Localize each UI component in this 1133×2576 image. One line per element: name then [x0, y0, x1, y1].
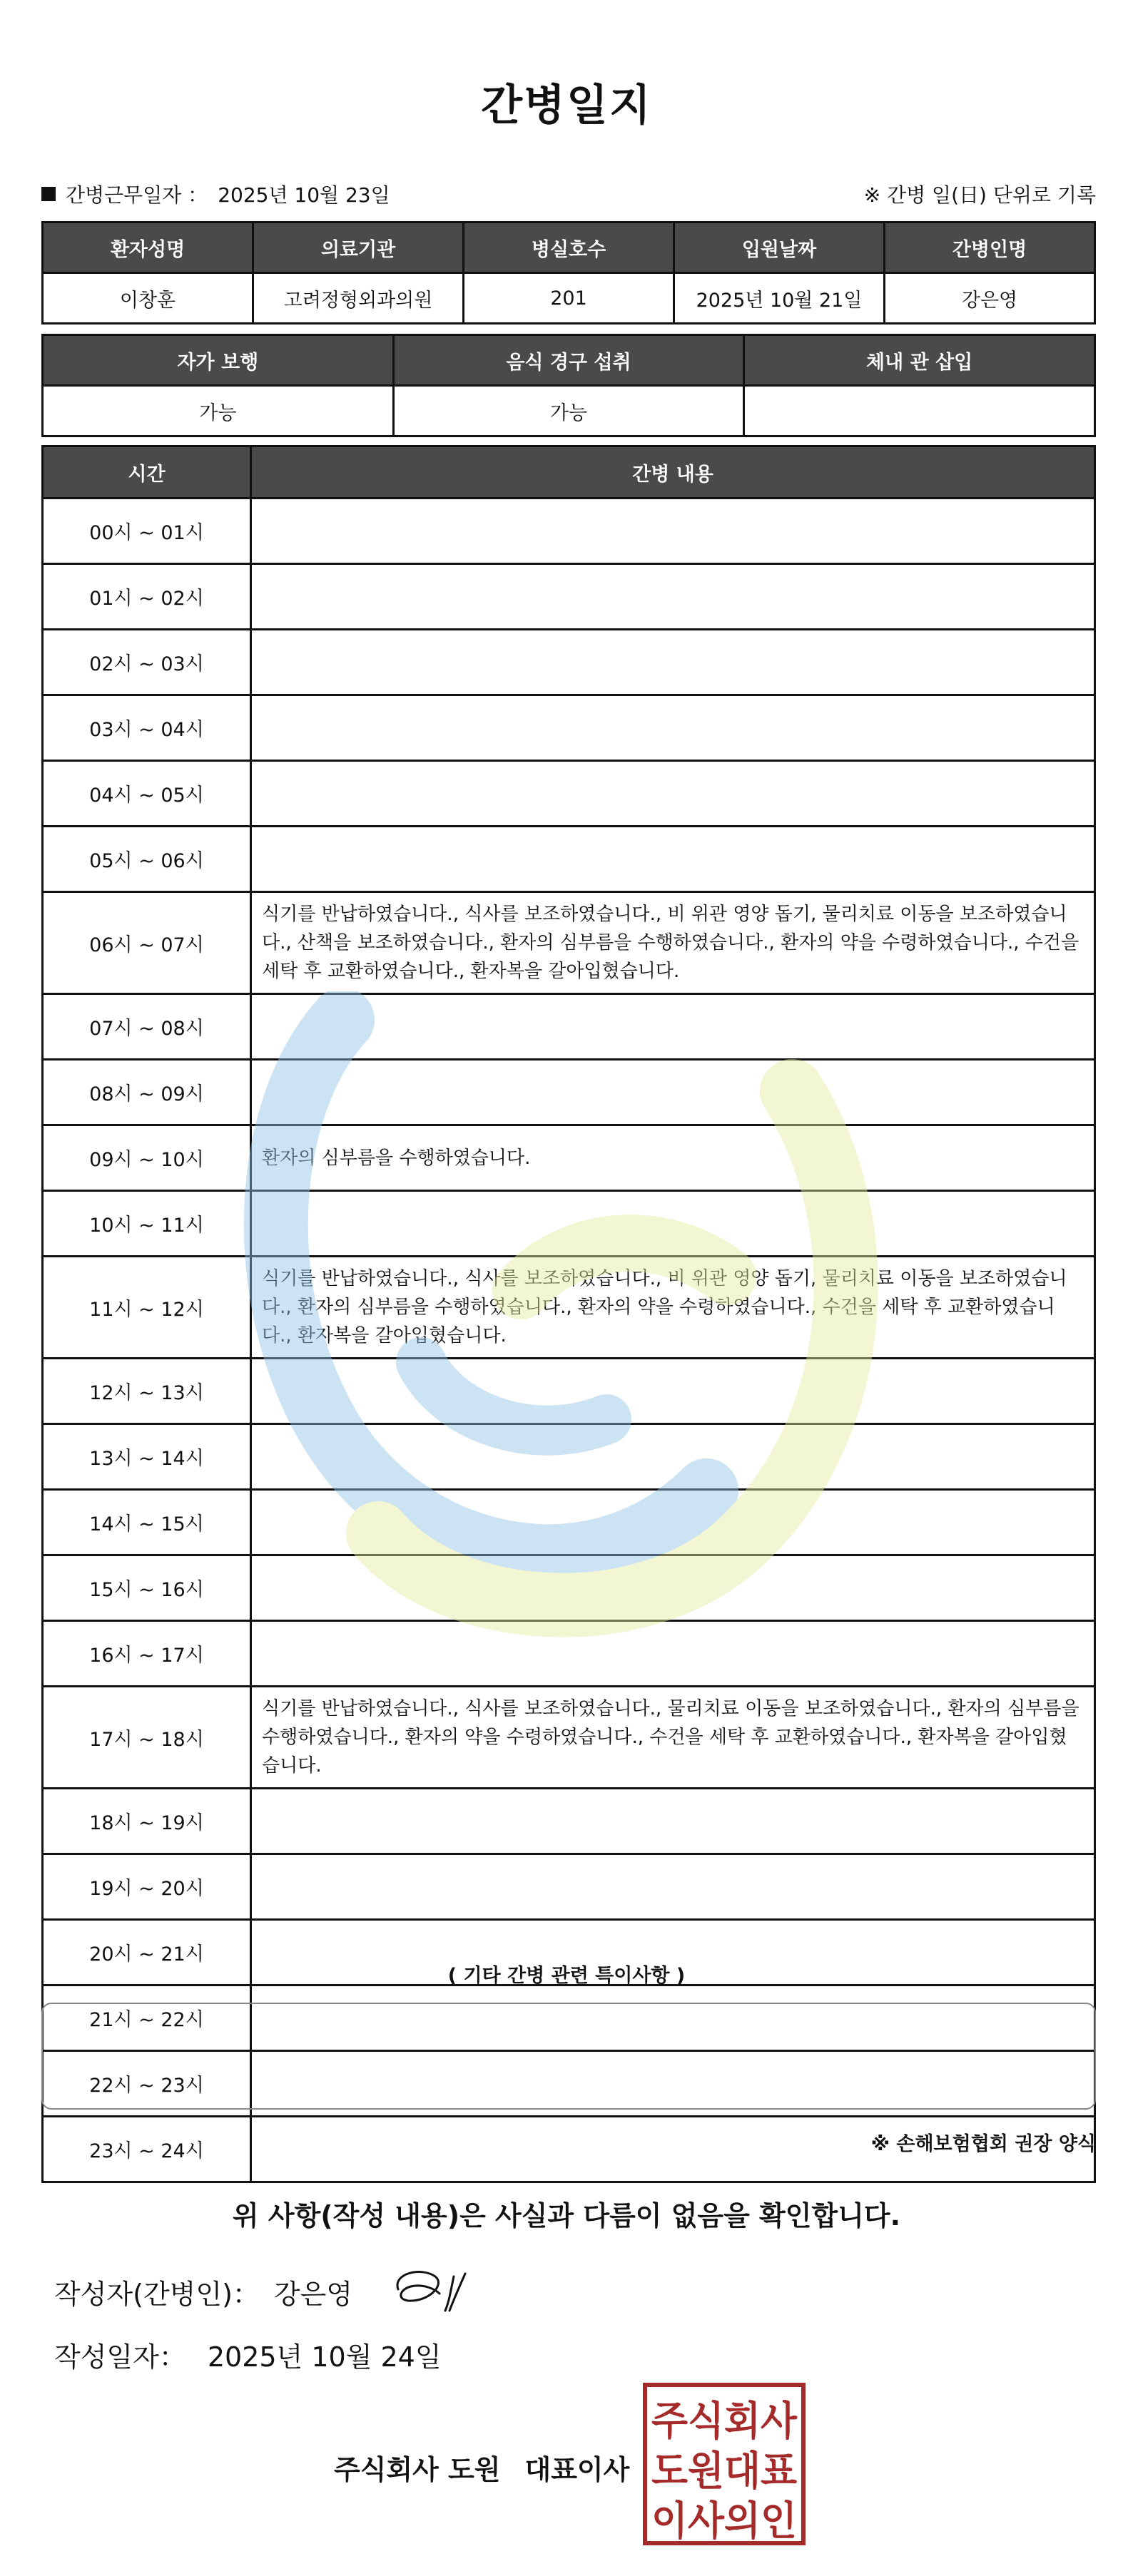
log-content[interactable]: 식기를 반납하였습니다., 식사를 보조하였습니다., 비 위관 영양 돕기, 물리치료 이동을 보조하였습니다., 환자의 심부름을 수행하였습니다., 환자의 약을 수령하였습니다., 수건을 세탁 후 교환하였습니다., 환자복을 갈아입혔습니다.	[251, 1257, 1095, 1359]
remarks-box[interactable]	[41, 2003, 1096, 2110]
seal-line-3: 이사의인	[651, 2498, 797, 2545]
table-header-row	[43, 223, 1095, 273]
table-header-row	[43, 446, 1095, 499]
work-date-value: 2025년 10월 23일	[218, 183, 390, 207]
log-time: 18시 ~ 19시	[43, 1789, 251, 1854]
table-row	[43, 1789, 1095, 1854]
log-content[interactable]	[251, 1621, 1095, 1687]
care-log-table	[41, 445, 1096, 2183]
patient-name: 이창훈	[43, 273, 253, 324]
meta-row	[41, 180, 1096, 211]
log-content[interactable]	[251, 564, 1095, 630]
table-row	[43, 1125, 1095, 1191]
log-content[interactable]	[251, 827, 1095, 892]
log-time: 20시 ~ 21시	[43, 1920, 251, 1985]
header-hospital: 의료기관	[253, 223, 464, 273]
log-time: 09시 ~ 10시	[43, 1125, 251, 1191]
company-line	[334, 2448, 629, 2487]
work-date	[41, 180, 390, 208]
walking-status: 가능	[43, 386, 394, 436]
log-time: 16시 ~ 17시	[43, 1621, 251, 1687]
table-row	[43, 892, 1095, 994]
table-row	[43, 1257, 1095, 1359]
log-time: 07시 ~ 08시	[43, 994, 251, 1060]
header-walking: 자가 보행	[43, 335, 394, 386]
company-seal	[642, 2382, 806, 2546]
written-date-label: 작성일자：	[54, 2341, 186, 2373]
header-care-content: 간병 내용	[251, 446, 1095, 499]
table-row	[43, 1424, 1095, 1490]
log-time: 04시 ~ 05시	[43, 761, 251, 827]
work-date-label: 간병근무일자 ：	[66, 183, 208, 207]
log-content[interactable]: 환자의 심부름을 수행하였습니다.	[251, 1125, 1095, 1191]
tube-status	[744, 386, 1095, 436]
header-patient-name: 환자성명	[43, 223, 253, 273]
company-name: 주식회사 도원	[334, 2454, 501, 2485]
table-row	[43, 630, 1095, 695]
table-row	[43, 1490, 1095, 1555]
remarks-title: ( 기타 간병 관련 특이사항 )	[447, 1965, 686, 1987]
table-row	[43, 1555, 1095, 1621]
header-admission-date: 입원날짜	[674, 223, 885, 273]
log-content[interactable]	[251, 1555, 1095, 1621]
log-time: 01시 ~ 02시	[43, 564, 251, 630]
table-row	[43, 994, 1095, 1060]
log-content[interactable]	[251, 1490, 1095, 1555]
table-row	[43, 695, 1095, 761]
writer-name: 강은영	[273, 2279, 353, 2310]
log-time: 02시 ~ 03시	[43, 630, 251, 695]
log-time: 17시 ~ 18시	[43, 1687, 251, 1789]
written-date-value: 2025년 10월 24일	[207, 2341, 442, 2373]
signature-icon	[385, 2261, 492, 2318]
log-time: 22시 ~ 23시	[43, 2051, 251, 2117]
room-number: 201	[464, 273, 674, 324]
log-content[interactable]	[251, 1191, 1095, 1257]
writer-label: 작성자(간병인)：	[54, 2279, 260, 2310]
table-row	[43, 761, 1095, 827]
writer-line	[54, 2272, 352, 2311]
header-caregiver: 간병인명	[885, 223, 1095, 273]
log-time: 13시 ~ 14시	[43, 1424, 251, 1490]
log-content[interactable]	[251, 1424, 1095, 1490]
log-content[interactable]	[251, 499, 1095, 564]
patient-info-table	[41, 221, 1096, 324]
log-time: 10시 ~ 11시	[43, 1191, 251, 1257]
log-content[interactable]	[251, 630, 1095, 695]
form-note: ※ 손해보험협회 권장 양식	[870, 2133, 1096, 2155]
table-row	[43, 499, 1095, 564]
log-time: 06시 ~ 07시	[43, 892, 251, 994]
log-content[interactable]: 식기를 반납하였습니다., 식사를 보조하였습니다., 비 위관 영양 돕기, 물리치료 이동을 보조하였습니다., 산책을 보조하였습니다., 환자의 심부름을 수행하였습니다., 환자의 약을 수령하였습니다., 수건을 세탁 후 교환하였습니다., 환자복을 갈아입혔습니다.	[251, 892, 1095, 994]
log-time: 14시 ~ 15시	[43, 1490, 251, 1555]
written-date-line	[54, 2335, 442, 2374]
record-unit-note: ※ 간병 일(日) 단위로 기록	[863, 183, 1096, 207]
table-row	[43, 564, 1095, 630]
table-row	[43, 1191, 1095, 1257]
table-row	[43, 273, 1095, 324]
caregiver-name: 강은영	[885, 273, 1095, 324]
page-title: 간병일지	[481, 81, 652, 131]
oral-intake-status: 가능	[393, 386, 744, 436]
confirmation-statement: 위 사항(작성 내용)은 사실과 다름이 없음을 확인합니다.	[232, 2200, 901, 2232]
log-content[interactable]	[251, 761, 1095, 827]
patient-status-table	[41, 334, 1096, 437]
log-time: 11시 ~ 12시	[43, 1257, 251, 1359]
header-oral-intake: 음식 경구 섭취	[393, 335, 744, 386]
square-bullet-icon	[41, 187, 56, 201]
log-time: 12시 ~ 13시	[43, 1359, 251, 1424]
care-log-body	[43, 499, 1095, 2182]
log-content[interactable]	[251, 1854, 1095, 1920]
log-content[interactable]	[251, 1359, 1095, 1424]
log-content[interactable]	[251, 994, 1095, 1060]
header-tube: 체내 관 삽입	[744, 335, 1095, 386]
log-time: 08시 ~ 09시	[43, 1060, 251, 1125]
log-time: 21시 ~ 22시	[43, 1985, 251, 2051]
table-header-row	[43, 335, 1095, 386]
log-content[interactable]	[251, 1060, 1095, 1125]
log-time: 00시 ~ 01시	[43, 499, 251, 564]
seal-line-1: 주식회사	[651, 2398, 798, 2445]
header-room: 병실호수	[464, 223, 674, 273]
table-row	[43, 1854, 1095, 1920]
table-row	[43, 1687, 1095, 1789]
log-content[interactable]	[251, 695, 1095, 761]
admission-date: 2025년 10월 21일	[674, 273, 885, 324]
table-row	[43, 1060, 1095, 1125]
log-content[interactable]	[251, 1789, 1095, 1854]
log-time: 15시 ~ 16시	[43, 1555, 251, 1621]
log-time: 23시 ~ 24시	[43, 2117, 251, 2182]
log-time: 03시 ~ 04시	[43, 695, 251, 761]
table-row	[43, 1621, 1095, 1687]
log-time: 05시 ~ 06시	[43, 827, 251, 892]
company-role: 대표이사	[524, 2454, 630, 2485]
log-content[interactable]: 식기를 반납하였습니다., 식사를 보조하였습니다., 물리치료 이동을 보조하였습니다., 환자의 심부름을 수행하였습니다., 환자의 약을 수령하였습니다., 수건을 세탁 후 교환하였습니다., 환자복을 갈아입혔습니다.	[251, 1687, 1095, 1789]
hospital: 고려정형외과의원	[253, 273, 464, 324]
log-time: 19시 ~ 20시	[43, 1854, 251, 1920]
header-time: 시간	[43, 446, 251, 499]
table-row	[43, 827, 1095, 892]
table-row	[43, 386, 1095, 436]
table-row	[43, 1359, 1095, 1424]
seal-line-2: 도원대표	[651, 2448, 797, 2495]
